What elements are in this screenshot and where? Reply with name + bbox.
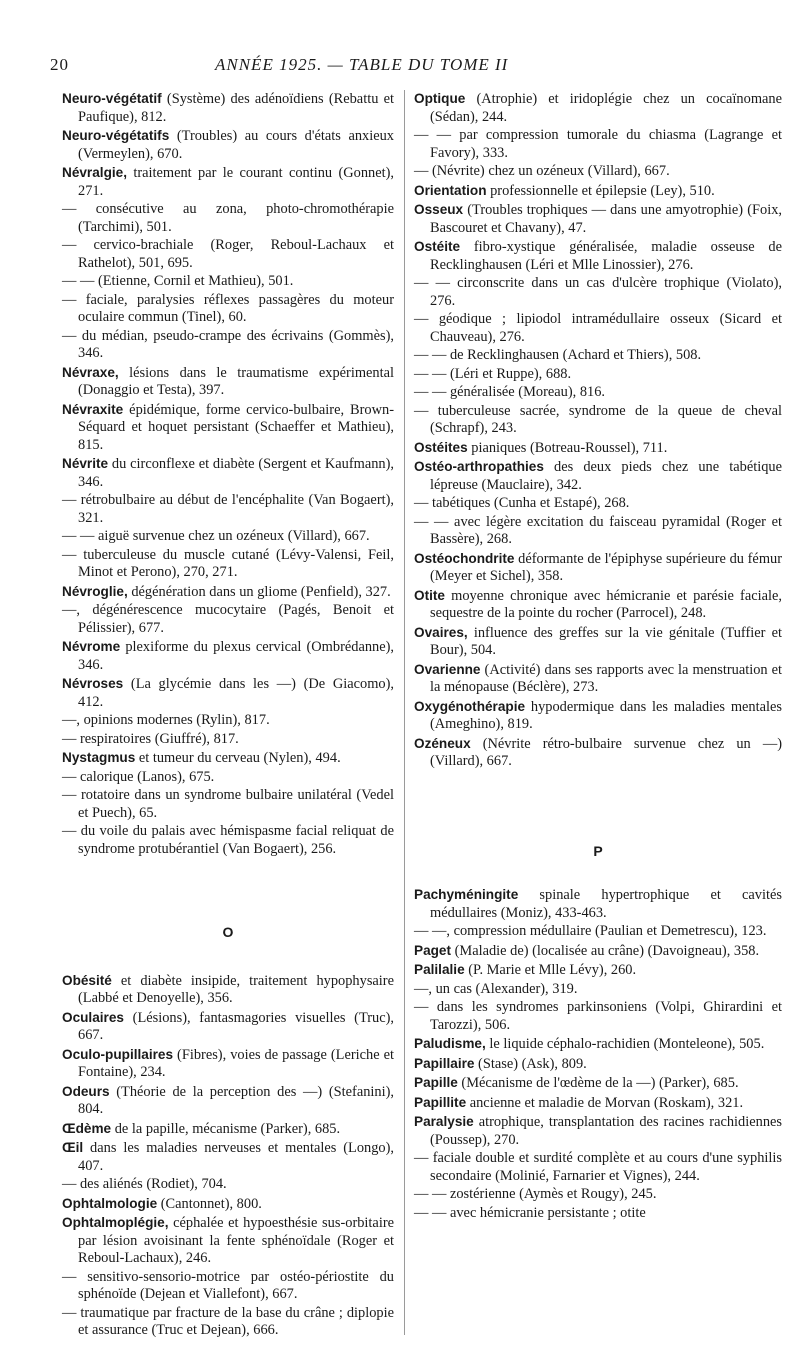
index-entry: [414, 1094, 782, 1113]
entry-text: — — de Recklinghausen (Achard et Thiers), 508.: [414, 347, 702, 363]
entry-text: des deux pieds chez une tabétique lépreuse (Mauclaire), 342.: [430, 459, 782, 493]
entry-text: — géodique ; lipiodol intramédullaire osseux (Sicard et Chauveau), 276.: [414, 311, 782, 345]
entry-keyword: Paget: [414, 942, 452, 958]
left-column: [62, 90, 394, 1341]
index-entry: [414, 495, 782, 513]
entry-text: — — (Etienne, Cornil et Mathieu), 501.: [62, 273, 294, 289]
index-entry: [414, 1186, 782, 1204]
page-header: [0, 55, 800, 79]
entry-text: (Mécanisme de l'œdème de la —) (Parker), 685.: [457, 1075, 739, 1091]
entry-text: —, un cas (Alexander), 319.: [414, 980, 578, 997]
index-entry: [62, 638, 394, 674]
entry-text: — sensitivo-sensorio-motrice par ostéo-périostite du sphénoïde (Dejean et Viallefont), 667.: [62, 1268, 394, 1302]
index-entry: [414, 923, 782, 941]
index-entry: [62, 528, 394, 546]
index-entry: [414, 347, 782, 365]
index-entry: [62, 273, 394, 291]
entry-text: dégénération dans un gliome (Penfield), 327.: [127, 583, 391, 600]
index-entry: [62, 1139, 394, 1175]
entry-text: — des aliénés (Rodiet), 704.: [62, 1176, 227, 1192]
index-entry: [414, 961, 782, 980]
index-entry: [62, 237, 394, 272]
entry-keyword: Paludisme,: [414, 1036, 486, 1051]
entry-keyword: Névroses: [62, 676, 124, 691]
index-entry: [414, 1055, 782, 1074]
index-entry: [62, 292, 394, 327]
entry-text: influence des greffes sur la vie génitale (Tuffier et Bour), 504.: [430, 624, 782, 658]
entry-keyword: Ovaires,: [414, 624, 468, 640]
entry-text: (Théorie de la perception des —) (Stefanini), 804.: [78, 1083, 394, 1117]
entry-text: — tuberculeuse sacrée, syndrome de la queue de cheval (Schrapf), 243.: [414, 402, 782, 436]
entry-text: — —, compression médullaire (Paulian et Demetrescu), 123.: [414, 923, 767, 939]
entry-keyword: Paralysie: [414, 1114, 474, 1129]
index-entry: [62, 127, 394, 163]
entry-text: — calorique (Lanos), 675.: [62, 768, 215, 785]
entry-keyword: Osseux: [414, 202, 464, 217]
entry-text: — faciale, paralysies réflexes passagères du moteur oculaire commun (Tinel), 60.: [62, 291, 394, 325]
entry-text: atrophique, transplantation des racines rachidiennes (Poussep), 270.: [430, 1114, 782, 1148]
index-entry: [414, 661, 782, 697]
entry-keyword: Oculaires: [62, 1009, 124, 1025]
index-entry: [62, 823, 394, 858]
entry-keyword: Névraxe,: [62, 364, 119, 380]
entry-keyword: Ostéite: [414, 239, 461, 254]
index-entry: [414, 311, 782, 346]
index-entry: [62, 328, 394, 363]
index-entry: [62, 675, 394, 711]
index-entry: [62, 455, 394, 491]
entry-text: (Lésions), fantasmagories visuelles (Truc), 667.: [78, 1009, 394, 1043]
index-entry: [414, 1113, 782, 1149]
index-entry: [414, 238, 782, 274]
entry-text: — faciale double et surdité complète et au cours d'une syphilis secondaire (Molinié, Farnarier et Vignes), 244.: [414, 1150, 782, 1184]
entry-text: du circonflexe et diabète (Sergent et Kaufmann), 346.: [78, 456, 394, 490]
entry-text: hypodermique dans les maladies mentales (Ameghino), 819.: [430, 698, 782, 732]
entry-keyword: Neuro-végétatifs: [62, 128, 170, 143]
entry-keyword: Ophtalmologie: [62, 1195, 158, 1211]
index-entry: [414, 127, 782, 162]
index-entry: [62, 201, 394, 236]
entry-text: de la papille, mécanisme (Parker), 685.: [111, 1120, 341, 1137]
index-entry: [414, 1150, 782, 1185]
index-entry: [62, 731, 394, 749]
index-entry: [414, 366, 782, 384]
entry-text: — du médian, pseudo-crampe des écrivains (Gommès), 346.: [62, 327, 394, 361]
entry-keyword: Optique: [414, 91, 466, 106]
index-entry: [414, 735, 782, 771]
entry-keyword: Ostéites: [414, 439, 468, 455]
index-entry: [414, 624, 782, 660]
entry-keyword: Oculo-pupillaires: [62, 1046, 174, 1062]
entry-text: (Activité) dans ses rapports avec la menstruation et la ménopause (Béclère), 273.: [430, 661, 782, 695]
entry-text: — (Névrite) chez un ozéneux (Villard), 667.: [414, 163, 670, 179]
index-entry: [414, 587, 782, 623]
index-entry: [62, 769, 394, 787]
index-entry: [62, 492, 394, 527]
index-entry: [62, 401, 394, 455]
index-entry: [414, 201, 782, 237]
index-entry: [62, 583, 394, 602]
entry-keyword: Névraxite: [62, 401, 124, 417]
entry-text: — — par compression tumorale du chiasma (Lagrange et Favory), 333.: [414, 127, 782, 161]
entry-text: — tuberculeuse du muscle cutané (Lévy-Valensi, Feil, Minot et Perono), 270, 271.: [62, 546, 394, 580]
entry-text: — — avec légère excitation du faisceau pyramidal (Roger et Bassère), 268.: [414, 513, 782, 547]
entry-text: —, dégénérescence mucocytaire (Pagés, Benoit et Pélissier), 677.: [62, 602, 394, 636]
index-entry: [62, 749, 394, 768]
entry-text: — rotatoire dans un syndrome bulbaire unilatéral (Vedel et Puech), 65.: [62, 787, 394, 821]
entries-o: [62, 972, 394, 1340]
entry-text: — — aiguë survenue chez un ozéneux (Villard), 667.: [62, 528, 370, 544]
index-entry: [414, 886, 782, 922]
index-entry: [414, 942, 782, 961]
entry-text: céphalée et hypoesthésie sus-orbitaire par lésion avoisinant la fente sphénoïdale (Roger et Reboul-Lachaux), 246.: [78, 1215, 394, 1266]
entry-keyword: Orientation: [414, 182, 487, 198]
entry-text: traitement par le courant continu (Gonnet), 271.: [78, 165, 394, 199]
entry-keyword: Névrite: [62, 456, 109, 471]
index-entry: [414, 1035, 782, 1054]
index-entry: [414, 182, 782, 201]
entry-text: — — circonscrite dans un cas d'ulcère trophique (Violato), 276.: [414, 275, 782, 309]
index-entry: [62, 1083, 394, 1119]
entry-text: (Troubles) au cours d'états anxieux (Vermeylen), 670.: [78, 128, 394, 162]
entry-text: (Névrite rétro-bulbaire survenue chez un —) (Villard), 667.: [430, 735, 782, 769]
entry-keyword: Otite: [414, 587, 445, 603]
entry-text: — du voile du palais avec hémispasme facial reliquat de syndrome protubérantiel (Van Bogaert), 256.: [62, 823, 394, 857]
index-entry: [414, 384, 782, 402]
entry-keyword: Ovarienne: [414, 661, 481, 677]
entry-text: — dans les syndromes parkinsoniens (Volpi, Ghirardini et Tarozzi), 506.: [414, 999, 782, 1033]
index-entry: [414, 981, 782, 999]
entry-keyword: Œil: [62, 1140, 84, 1155]
index-entry: [62, 364, 394, 400]
index-entry: [62, 164, 394, 200]
entry-text: lésions dans le traumatisme expérimental (Donaggio et Testa), 397.: [78, 364, 394, 398]
entry-text: plexiforme du plexus cervical (Ombrédanne), 346.: [78, 639, 394, 673]
entry-text: — — généralisée (Moreau), 816.: [414, 384, 606, 400]
entry-text: — rétrobulbaire au début de l'encéphalite (Van Bogaert), 321.: [62, 492, 394, 526]
entry-text: et tumeur du cerveau (Nylen), 494.: [135, 750, 341, 766]
index-entry: [62, 1305, 394, 1340]
entry-text: (Stase) (Ask), 809.: [474, 1055, 587, 1072]
entry-text: — cervico-brachiale (Roger, Reboul-Lachaux et Rathelot), 501, 695.: [62, 237, 394, 271]
entries-p: [414, 886, 782, 1222]
entry-keyword: Névralgie,: [62, 165, 127, 180]
index-entry: [414, 458, 782, 494]
section-letter-p: P: [593, 842, 603, 859]
page-number: 20: [50, 55, 69, 74]
entries-n: [62, 90, 394, 858]
entries-o-continued: [414, 90, 782, 771]
entry-text: — — zostérienne (Aymès et Rougy), 245.: [414, 1186, 657, 1202]
entry-keyword: Papillite: [414, 1094, 467, 1110]
index-entry: [62, 1195, 394, 1214]
entry-text: pianiques (Botreau-Roussel), 711.: [467, 439, 668, 456]
entry-keyword: Papillaire: [414, 1055, 475, 1071]
index-entry: [62, 1120, 394, 1139]
index-entry: [414, 163, 782, 181]
index-entry: [62, 1269, 394, 1304]
entry-text: dans les maladies nerveuses et mentales (Longo), 407.: [78, 1140, 394, 1174]
entry-text: (Fibres), voies de passage (Leriche et Fontaine), 234.: [78, 1046, 394, 1080]
index-entry: [62, 1176, 394, 1194]
entry-keyword: Ostéochondrite: [414, 550, 515, 566]
entry-text: — respiratoires (Giuffré), 817.: [62, 730, 239, 747]
entry-keyword: Papille: [414, 1075, 458, 1090]
index-entry: [414, 1205, 782, 1223]
section-letter-o: O: [222, 924, 234, 940]
entry-keyword: Oxygénothérapie: [414, 698, 526, 714]
entry-text: (P. Marie et Mlle Lévy), 260.: [464, 962, 637, 978]
entry-text: — consécutive au zona, photo-chromothérapie (Tarchimi), 501.: [62, 201, 394, 235]
entry-text: — — avec hémicranie persistante ; otite: [414, 1204, 646, 1221]
index-entry: [62, 90, 394, 126]
index-entry: [62, 602, 394, 637]
entry-text: (Cantonnet), 800.: [157, 1195, 262, 1212]
entry-keyword: Ophtalmoplégie,: [62, 1215, 169, 1230]
entry-text: professionnelle et épilepsie (Ley), 510.: [486, 182, 715, 199]
entry-text: ancienne et maladie de Morvan (Roskam), 321.: [466, 1094, 744, 1111]
entry-text: (Maladie de) (localisée au crâne) (Davoigneau), 358.: [451, 942, 760, 959]
index-entry: [414, 403, 782, 438]
index-entry: [62, 1214, 394, 1268]
entry-text: — — (Léri et Ruppe), 688.: [414, 365, 572, 382]
entry-keyword: Névrome: [62, 639, 121, 654]
index-entry: [414, 1074, 782, 1093]
index-entry: [62, 1009, 394, 1045]
entry-text: spinale hypertrophique et cavités médullaires (Moniz), 433-463.: [430, 887, 782, 921]
entry-keyword: Ozéneux: [414, 735, 471, 751]
entry-keyword: Nystagmus: [62, 750, 136, 765]
entry-keyword: Neuro-végétatif: [62, 91, 162, 106]
entry-keyword: Palilalie: [414, 962, 465, 977]
entry-text: épidémique, forme cervico-bulbaire, Brown-Séquard et hoquet persistant (Schaeffer et Mathieu), 815.: [78, 401, 394, 453]
right-column: [414, 90, 782, 1223]
index-entry: [414, 550, 782, 586]
index-entry: [414, 275, 782, 310]
index-entry: [414, 999, 782, 1034]
entry-keyword: Œdème: [62, 1120, 112, 1136]
entry-keyword: Obésité: [62, 972, 112, 988]
entry-text: (La glycémie dans les —) (De Giacomo), 412.: [78, 676, 394, 710]
index-entry: [62, 1046, 394, 1082]
entry-text: (Troubles trophiques — dans une amyotrophie) (Foix, Bascouret et Chavany), 47.: [430, 202, 782, 236]
index-entry: [62, 787, 394, 822]
entry-text: et diabète insipide, traitement hypophysaire (Labbé et Denoyelle), 356.: [78, 972, 394, 1006]
entry-text: déformante de l'épiphyse supérieure du fémur (Meyer et Sichel), 358.: [430, 550, 782, 584]
index-entry: [414, 90, 782, 126]
index-entry: [62, 712, 394, 730]
running-title: ANNÉE 1925. — TABLE DU TOME II: [215, 55, 509, 74]
entry-text: moyenne chronique avec hémicranie et parésie faciale, sequestre de la pointe du rocher (Parrocel), 248.: [430, 587, 782, 621]
index-entry: [414, 439, 782, 458]
index-entry: [414, 514, 782, 549]
entry-text: (Atrophie) et iridoplégie chez un cocaïnomane (Sédan), 244.: [430, 91, 782, 125]
entry-text: fibro-xystique généralisée, maladie osseuse de Recklinghausen (Léri et Mlle Linossier), 276.: [430, 239, 782, 273]
entry-keyword: Pachyméningite: [414, 887, 519, 902]
index-entry: [62, 972, 394, 1008]
column-divider: [404, 90, 405, 1335]
entry-keyword: Névroglie,: [62, 583, 128, 599]
entry-text: — tabétiques (Cunha et Estapé), 268.: [414, 495, 630, 511]
entry-keyword: Ostéo-arthropathies: [414, 459, 544, 474]
entry-text: — traumatique par fracture de la base du crâne ; diplopie et assurance (Truc et Dejean), 666.: [62, 1304, 394, 1338]
entry-text: —, opinions modernes (Rylin), 817.: [62, 712, 270, 728]
entry-keyword: Odeurs: [62, 1083, 110, 1099]
entry-text: le liquide céphalo-rachidien (Monteleone), 505.: [485, 1036, 765, 1052]
index-entry: [414, 698, 782, 734]
entry-text: (Système) des adénoïdiens (Rebattu et Paufique), 812.: [78, 91, 394, 125]
index-entry: [62, 547, 394, 582]
